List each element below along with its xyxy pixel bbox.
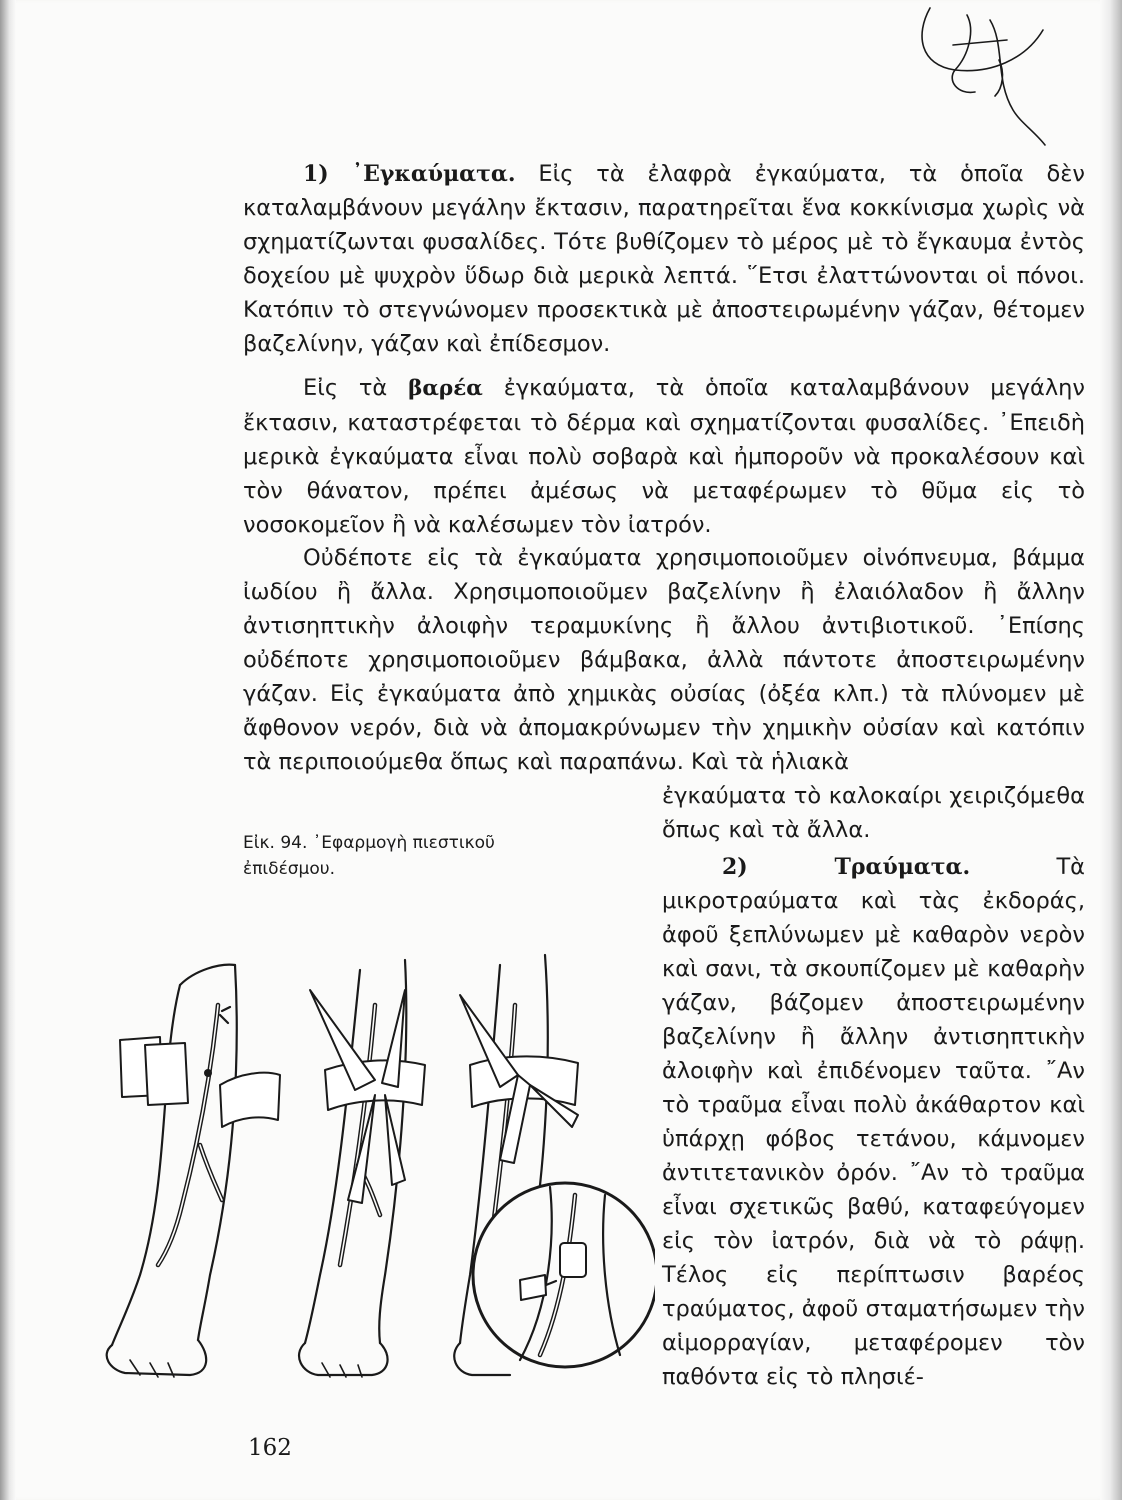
- arm-illustration-2: [299, 960, 425, 1377]
- section-heading-wounds: 2) Τραύματα.: [722, 854, 971, 880]
- pressure-bandage-illustration: [100, 945, 655, 1380]
- paragraph-wounds: [662, 850, 1085, 1394]
- handwritten-scribble-icon: [895, 0, 1055, 150]
- section-heading-burns: 1) ᾽Εγκαύματα.: [303, 161, 516, 187]
- paragraph-burns-severe-text: ἐγκαύματα, τὰ ὁποῖα καταλαμβάνουν μεγάλην ἔκτασιν, καταστρέφεται τὸ δέρμα καὶ σχηματίζονται φυσαλίδες. ᾽Επειδὴ μερικὰ ἐγκαύματα εἶναι πολὺ σοβαρὰ καὶ ἠμποροῦν νὰ προκαλέσουν καὶ τὸν θάνατον, πρέπει ἀμέσως νὰ μεταφέρωμεν τὸ θῦμα εἰς τὸ νοσοκομεῖον ἢ νὰ καλέσωμεν τὸν ἰατρόν.: [243, 375, 1085, 538]
- paragraph-burns-severe-start: Εἰς τὰ: [303, 375, 388, 401]
- paragraph-burns-treatment-continuation: ἐγκαύματα τὸ καλοκαίρι χειριζόμεθα ὅπως καὶ τὰ ἄλλα.: [662, 783, 1085, 843]
- bold-term-severe: βαρέα: [408, 376, 483, 401]
- figure-caption: Εἰκ. 94. ᾽Εφαρμογὴ πιεστικοῦ ἐπιδέσμου.: [243, 833, 495, 879]
- paragraph-burns-treatment: Οὐδέποτε εἰς τὰ ἐγκαύματα χρησιμοποιοῦμεν οἰνόπνευμα, βάμμα ἰωδίου ἢ ἄλλα. Χρησιμοποιοῦμεν βαζελίνην ἢ ἐλαιόλαδον ἢ ἄλλην ἀντισηπτικὴν ἀλοιφὴν τεραμυκίνης ἢ ἄλλου ἀντιβιοτικοῦ. ᾽Επίσης οὐδέποτε χρησιμοποιοῦμεν βάμβακα, ἀλλὰ πάντοτε ἀποστειρωμένην γάζαν. Εἰς ἐγκαύματα ἀπὸ χημικὰς οὐσίας (ὀξέα κλπ.) τὰ πλύνομεν μὲ ἄφθονον νερόν, διὰ νὰ ἀπομακρύνωμεν τὴν χημικὴν οὐσίαν καὶ κατόπιν τὰ περιποιούμεθα ὅπως καὶ παραπάνω. Καὶ τὰ ἡλιακὰ: [243, 545, 1085, 775]
- page-left-edge-shadow: [0, 0, 16, 1500]
- page-right-edge-shadow: [1100, 0, 1122, 1500]
- arm-illustration-1: [107, 965, 280, 1377]
- paragraph-wounds-text: Τὰ μικροτραύματα καὶ τὰς ἐκδοράς, ἀφοῦ ξεπλύνωμεν μὲ καθαρὸν νερὸν καὶ σανι, τὰ σκουπίζομεν μὲ καθαρὴν γάζαν, βάζομεν ἀποστειρωμένην βαζελίνην ἢ ἄλλην ἀντισηπτικὴν ἀλοιφὴν καὶ ἐπιδένομεν ταῦτα. ῎Αν τὸ τραῦμα εἶναι πολὺ ἀκάθαρτον καὶ ὑπάρχῃ φόβος τετάνου, κάμνομεν ἀντιτετανικὸν ὀρόν. ῎Αν τὸ τραῦμα εἶναι σχετικῶς βαθύ, καταφεύγομεν εἰς τὸν ἰατρόν, διὰ νὰ τὸ ράψῃ. Τέλος εἰς περίπτωσιν βαρέος τραύματος, ἀφοῦ σταματήσωμεν τὴν αἱμορραγίαν, μεταφέρομεν τὸν παθόντα εἰς τὸ πλησιέ-: [662, 854, 1086, 1390]
- magnified-detail-circle: [473, 1183, 655, 1367]
- paragraph-burns-light: [243, 157, 1085, 361]
- paragraph-burns-light-text: Εἰς τὰ ἐλαφρὰ ἐγκαύματα, τὰ ὁποῖα δὲν καταλαμβάνουν μεγάλην ἔκτασιν, παρατηρεῖται ἕνα κοκκίνισμα χωρὶς νὰ σχηματίζωνται φυσαλίδες. Τότε βυθίζομεν τὸ μέρος μὲ τὸ ἔγκαυμα ἐντὸς δοχείου μὲ ψυχρὸν ὕδωρ διὰ μερικὰ λεπτά. ῞Ετσι ἐλαττώνονται οἱ πόνοι. Κατόπιν τὸ στεγνώνομεν προσεκτικὰ μὲ ἀποστειρωμένην γάζαν, θέτομεν βαζελίνην, γάζαν καὶ ἐπίδεσμον.: [243, 161, 1085, 357]
- paragraph-burns-severe: [243, 371, 1085, 542]
- page-number: 162: [248, 1435, 292, 1461]
